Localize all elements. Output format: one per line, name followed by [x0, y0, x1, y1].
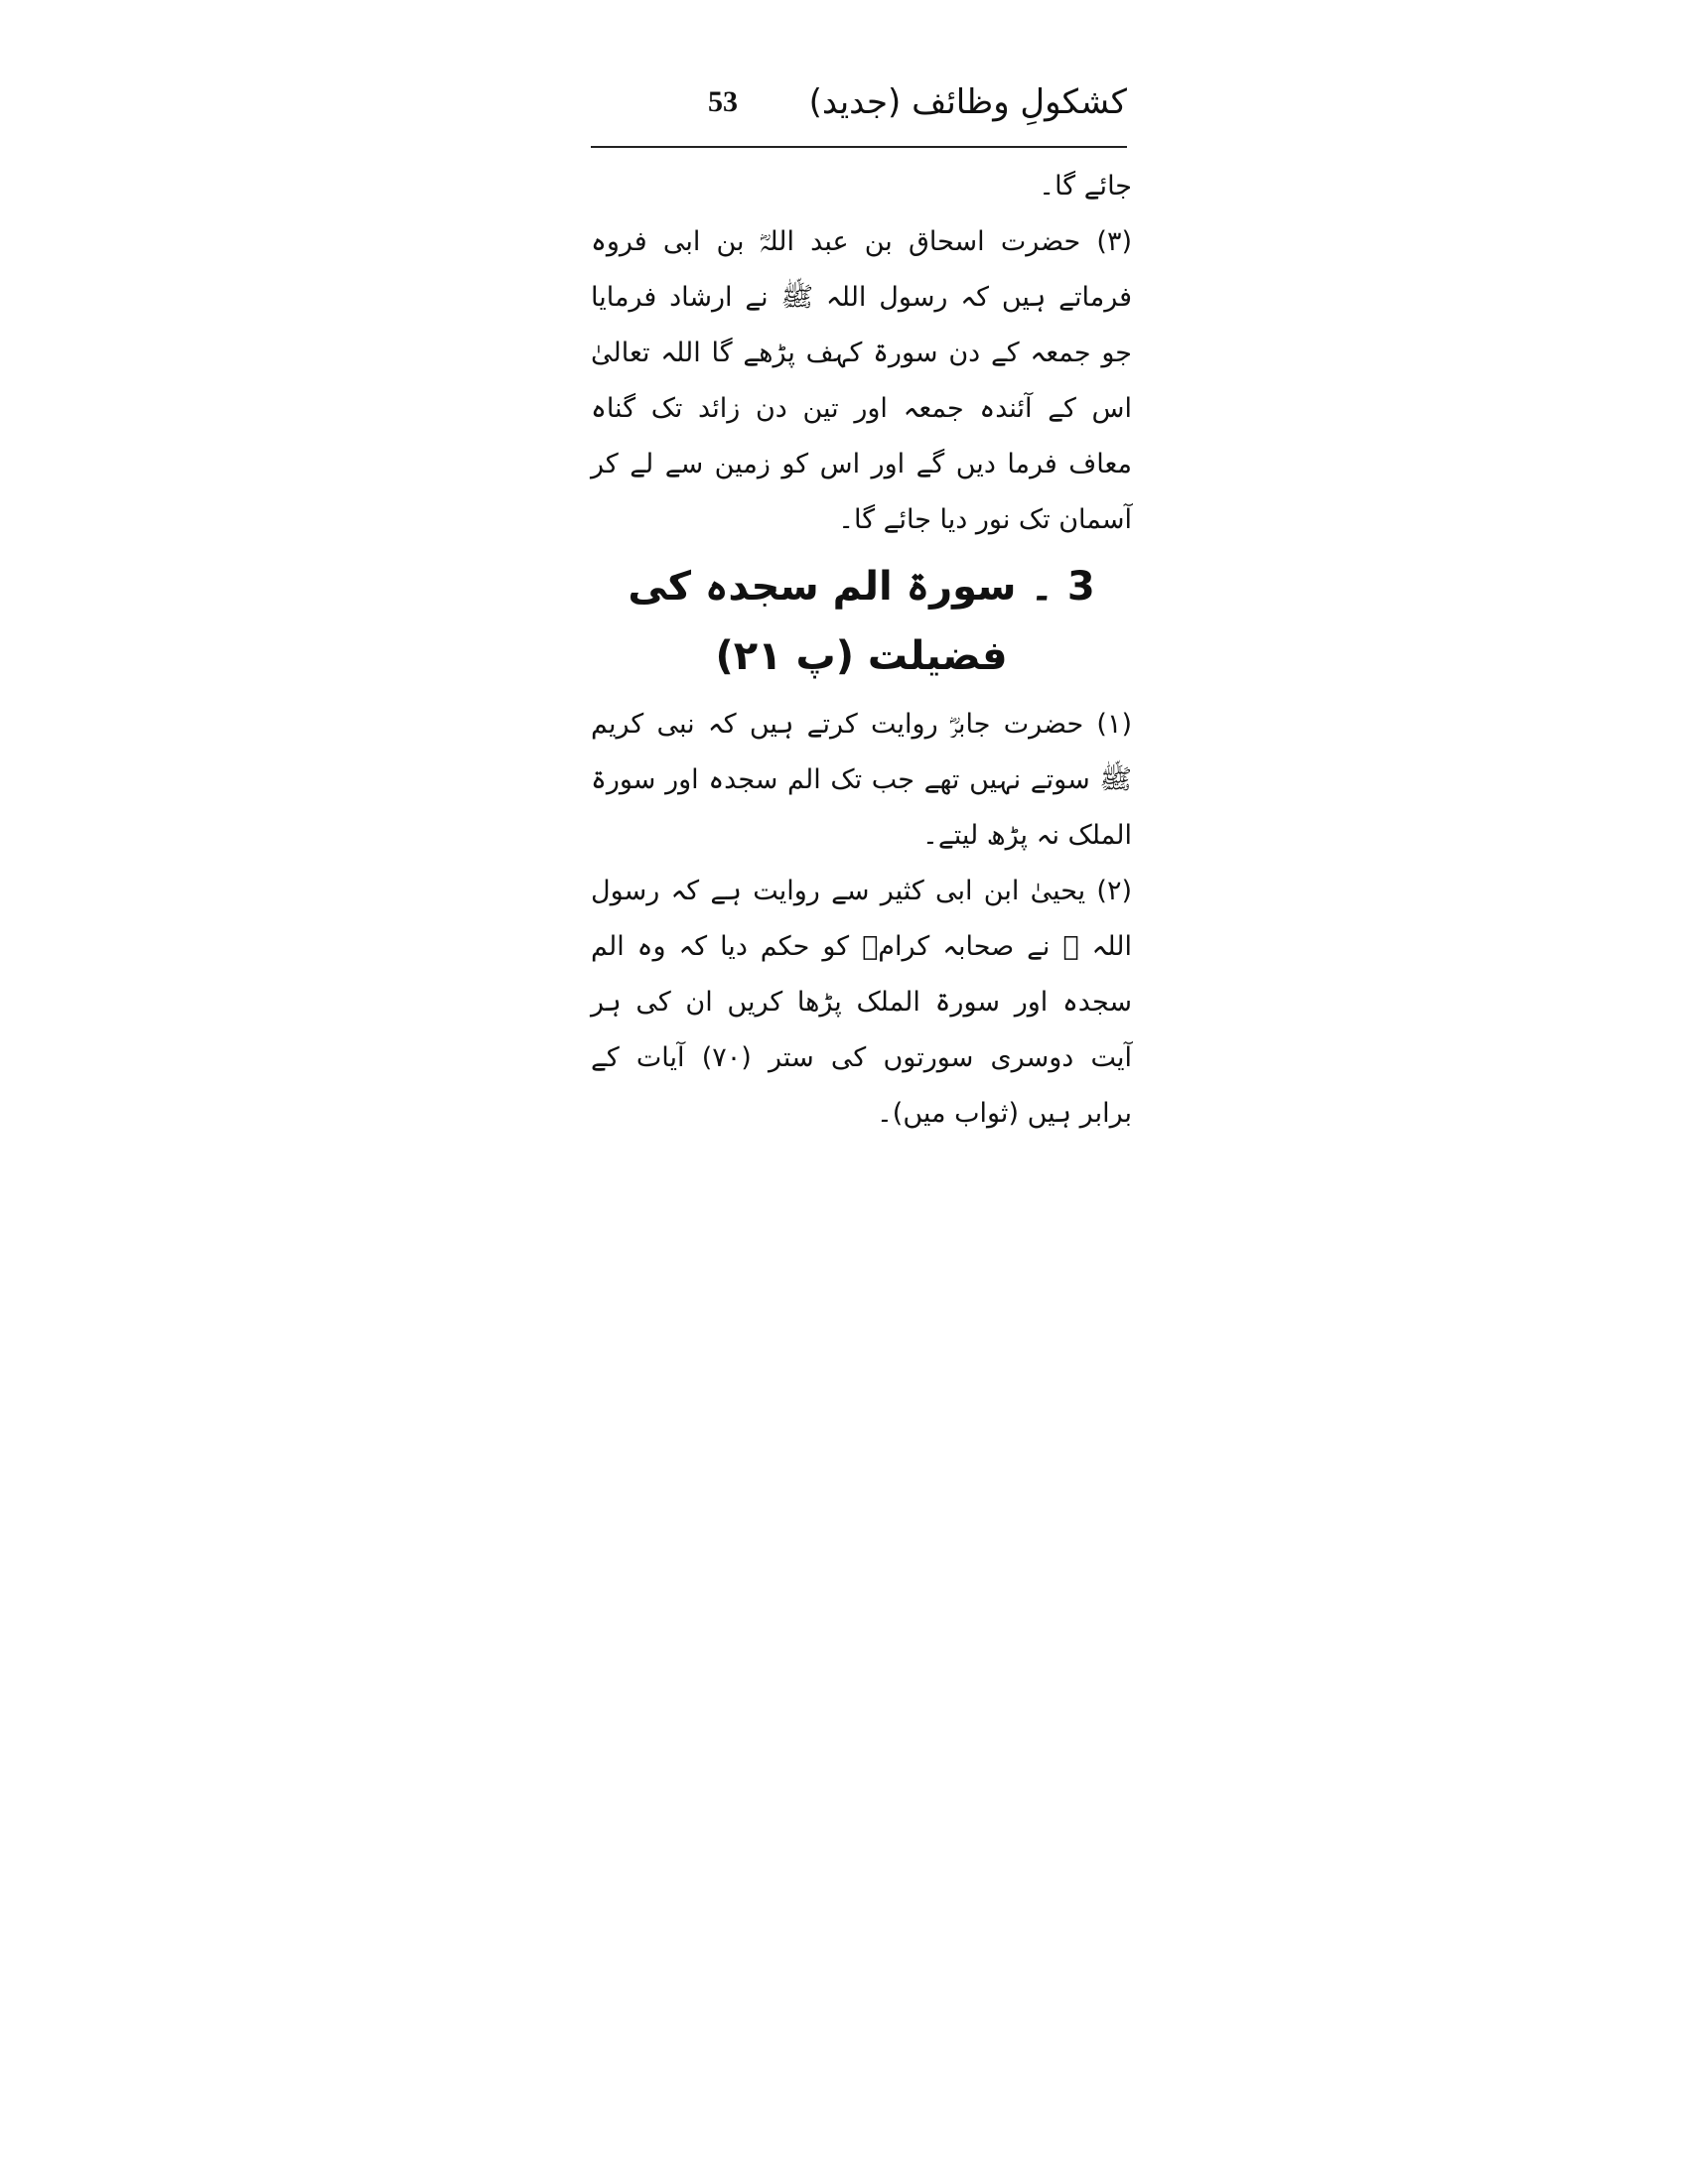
page-header — [591, 77, 1127, 137]
book-title: کشکولِ وظائف (جدید) — [808, 82, 1127, 122]
paragraph-hadith-1: (۱) حضرت جابرؓ روایت کرتے ہیں کہ نبی کریم ﷺ سوتے نہیں تھے جب تک الم سجدہ اور سورۃ الملک نہ پڑھ لیتے۔ — [591, 709, 1132, 851]
paragraph-hadith-2: (۲) یحییٰ ابن ابی کثیر سے روایت ہے کہ رسول اللہ ﷺ نے صحابہ کرامؓ کو حکم دیا کہ وہ الم سجدہ اور سورۃ الملک پڑھا کریں ان کی ہر آیت دوسری سورتوں کی ستر (۷۰) آیات کے برابر ہیں (ثواب میں)۔ — [591, 876, 1132, 1129]
paragraph-continuation: جائے گا۔ — [1039, 171, 1132, 202]
paragraph-hadith-3: (۳) حضرت اسحاق بن عبد اللہؓ بن ابی فروہ فرماتے ہیں کہ رسول اللہ ﷺ نے ارشاد فرمایا جو جمعہ کے دن سورۃ کہف پڑھے گا اللہ تعالیٰ اس کے آئندہ جمعہ اور تین دن زائد تک گناہ معاف فرما دیں گے اور اس کو زمین سے لے کر آسمان تک نور دیا جائے گا۔ — [591, 226, 1132, 535]
section-heading: 3 ۔ سورۃ الم سجدہ کی فضیلت (پ ۲۱) — [628, 564, 1095, 679]
page-content — [591, 159, 1132, 1142]
page-number: 53 — [708, 85, 738, 118]
header-divider — [591, 146, 1127, 148]
